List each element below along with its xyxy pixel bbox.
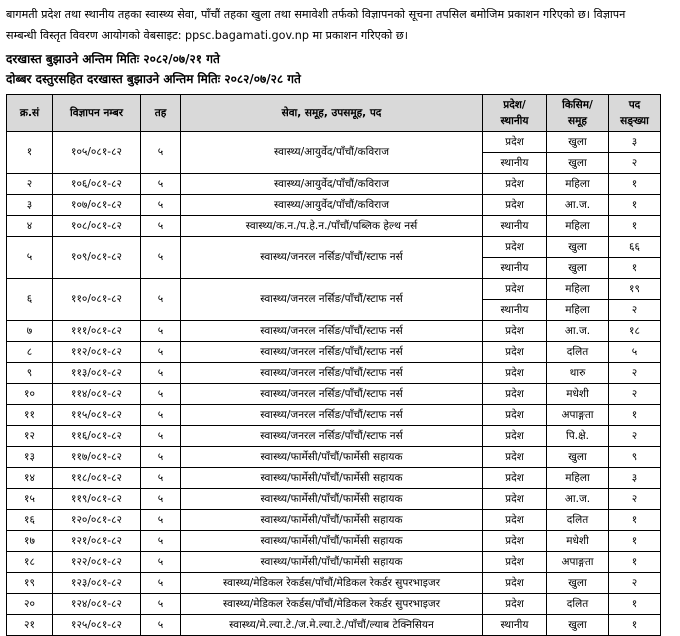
service-group-cell: स्वास्थ्य/मेडिकल रेकर्डस/पाँचौं/मेडिकल रेकर्डर सुपरभाइजर [181,594,483,615]
level-cell: ५ [141,279,181,321]
province-local-cell: प्रदेश [483,468,547,489]
service-group-cell: स्वास्थ्य/जनरल नर्सिङ/पाँचौं/स्टाफ नर्स [181,321,483,342]
service-group-cell: स्वास्थ्य/फार्मेसी/पाँचौं/फार्मेसी सहायक [181,447,483,468]
table-row [7,426,661,447]
province-local-cell: प्रदेश [483,426,547,447]
advertisement-number-cell: १२४/०८१-८२ [53,594,141,615]
service-group-cell: स्वास्थ्य/जनरल नर्सिङ/पाँचौं/स्टाफ नर्स [181,363,483,384]
category-cell: खुला [547,573,609,594]
intro-line-2: सम्बन्धी विस्तृत विवरण आयोगको वेबसाइट: ppsc.bagamati.gov.np मा प्रकाशन गरिएको छ। [6,29,408,42]
serial-number-cell: १९ [7,573,53,594]
category-cell: दलित [547,594,609,615]
advertisement-number-cell: ११७/०८१-८२ [53,447,141,468]
province-local-cell: प्रदेश [483,363,547,384]
header-category-line-1: किसिम/ [562,99,593,111]
advertisement-number-cell: ११०/०८१-८२ [53,279,141,321]
advertisement-number-cell: ११३/०८१-८२ [53,363,141,384]
service-group-cell: स्वास्थ्य/जनरल नर्सिङ/पाँचौं/स्टाफ नर्स [181,342,483,363]
category-cell: महिला [547,300,609,321]
service-group-cell: स्वास्थ्य/फार्मेसी/पाँचौं/फार्मेसी सहायक [181,531,483,552]
post-count-cell: १ [609,258,661,279]
serial-number-cell: ७ [7,321,53,342]
level-cell: ५ [141,447,181,468]
category-cell: दलित [547,342,609,363]
header-level: तह [141,95,181,132]
post-count-cell: १८ [609,321,661,342]
table-row [7,531,661,552]
table-row [7,174,661,195]
service-group-cell: स्वास्थ्य/जनरल नर्सिङ/पाँचौं/स्टाफ नर्स [181,237,483,279]
serial-number-cell: ९ [7,363,53,384]
advertisement-number-cell: १२१/०८१-८२ [53,531,141,552]
post-count-cell: २ [609,384,661,405]
category-cell: मधेशी [547,384,609,405]
advertisement-number-cell: १११/०८१-८२ [53,321,141,342]
serial-number-cell: ११ [7,405,53,426]
post-count-cell: ९ [609,447,661,468]
service-group-cell: स्वास्थ्य/फार्मेसी/पाँचौं/फार्मेसी सहायक [181,510,483,531]
header-category-line-2: समूह [568,115,587,127]
category-cell: महिला [547,216,609,237]
header-province-line-1: प्रदेश/ [503,99,526,111]
table-row [7,216,661,237]
advertisement-number-cell: ११४/०८१-८२ [53,384,141,405]
table-header-row [7,95,661,132]
advertisement-number-cell: १०८/०८१-८२ [53,216,141,237]
province-local-cell: प्रदेश [483,321,547,342]
category-cell: महिला [547,468,609,489]
post-count-cell: १ [609,510,661,531]
level-cell: ५ [141,405,181,426]
table-body [7,132,661,636]
post-count-cell: १ [609,405,661,426]
service-group-cell: स्वास्थ्य/फार्मेसी/पाँचौं/फार्मेसी सहायक [181,552,483,573]
serial-number-cell: २१ [7,615,53,636]
province-local-cell: प्रदेश [483,552,547,573]
serial-number-cell: १७ [7,531,53,552]
advertisement-number-cell: १०९/०८१-८२ [53,237,141,279]
province-local-cell: प्रदेश [483,447,547,468]
service-group-cell: स्वास्थ्य/जनरल नर्सिङ/पाँचौं/स्टाफ नर्स [181,405,483,426]
category-cell: महिला [547,174,609,195]
table-row [7,384,661,405]
service-group-cell: स्वास्थ्य/फार्मेसी/पाँचौं/फार्मेसी सहायक [181,468,483,489]
level-cell: ५ [141,132,181,174]
level-cell: ५ [141,237,181,279]
table-row [7,594,661,615]
category-cell: पि.क्षे. [547,426,609,447]
service-group-cell: स्वास्थ्य/मे.ल्या.टे./ज.मे.ल्या.टे./पाँचौं/ल्याब टेक्निसियन [181,615,483,636]
category-cell: खुला [547,153,609,174]
service-group-cell: स्वास्थ्य/जनरल नर्सिङ/पाँचौं/स्टाफ नर्स [181,426,483,447]
serial-number-cell: १८ [7,552,53,573]
service-group-cell: स्वास्थ्य/क.न./प.हे.न./पाँचौं/पब्लिक हेल्थ नर्स [181,216,483,237]
category-cell: दलित [547,510,609,531]
category-cell: आ.ज. [547,195,609,216]
post-count-cell: १ [609,594,661,615]
post-count-cell: ३ [609,468,661,489]
table-row [7,615,661,636]
post-count-cell: १ [609,531,661,552]
header-advertisement-number: विज्ञापन नम्बर [53,95,141,132]
serial-number-cell: २ [7,174,53,195]
level-cell: ५ [141,195,181,216]
advertisement-number-cell: १०५/०८१-८२ [53,132,141,174]
level-cell: ५ [141,384,181,405]
level-cell: ५ [141,342,181,363]
intro-paragraph [6,4,674,46]
header-service-group: सेवा, समूह, उपसमूह, पद [181,95,483,132]
level-cell: ५ [141,573,181,594]
table-row [7,510,661,531]
table-row [7,447,661,468]
level-cell: ५ [141,531,181,552]
header-serial-number: क्र.सं [7,95,53,132]
category-cell: खुला [547,132,609,153]
category-cell: अपाङ्गता [547,405,609,426]
level-cell: ५ [141,615,181,636]
province-local-cell: प्रदेश [483,384,547,405]
post-count-cell: २ [609,489,661,510]
post-count-cell: ५ [609,342,661,363]
advertisement-number-cell: ११८/०८१-८२ [53,468,141,489]
service-group-cell: स्वास्थ्य/मेडिकल रेकर्डस/पाँचौं/मेडिकल रेकर्डर सुपरभाइजर [181,573,483,594]
serial-number-cell: १४ [7,468,53,489]
category-cell: आ.ज. [547,489,609,510]
province-local-cell: प्रदेश [483,573,547,594]
category-cell: अपाङ्गता [547,552,609,573]
province-local-cell: प्रदेश [483,279,547,300]
category-cell: खुला [547,615,609,636]
header-posts-line-1: पद [628,99,641,111]
province-local-cell: प्रदेश [483,174,547,195]
advertisement-number-cell: ११६/०८१-८२ [53,426,141,447]
serial-number-cell: ४ [7,216,53,237]
post-count-cell: १ [609,552,661,573]
serial-number-cell: १२ [7,426,53,447]
table-row [7,573,661,594]
category-cell: खुला [547,447,609,468]
advertisement-number-cell: ११२/०८१-८२ [53,342,141,363]
post-count-cell: १ [609,195,661,216]
post-count-cell: २ [609,573,661,594]
serial-number-cell: १० [7,384,53,405]
advertisement-number-cell: १२३/०८१-८२ [53,573,141,594]
table-row [7,489,661,510]
category-cell: मधेशी [547,531,609,552]
header-posts-line-2: सङ्ख्या [620,115,649,127]
province-local-cell: स्थानीय [483,300,547,321]
province-local-cell: प्रदेश [483,237,547,258]
header-province-local [483,95,547,132]
intro-line-1: बागमती प्रदेश तथा स्थानीय तहका स्वास्थ्य सेवा, पाँचौं तहका खुला तथा समावेशी तर्फको विज्ञापनको सूचना तपसिल बमोजिम प्रकाशन गरिएको छ। विज्ञापन [6,8,626,21]
post-count-cell: २ [609,426,661,447]
level-cell: ५ [141,363,181,384]
province-local-cell: प्रदेश [483,132,547,153]
level-cell: ५ [141,426,181,447]
province-local-cell: स्थानीय [483,216,547,237]
level-cell: ५ [141,489,181,510]
header-post-count [609,95,661,132]
table-row [7,342,661,363]
level-cell: ५ [141,468,181,489]
province-local-cell: स्थानीय [483,153,547,174]
table-row [7,468,661,489]
serial-number-cell: १६ [7,510,53,531]
service-group-cell: स्वास्थ्य/आयुर्वेद/पाँचौं/कविराज [181,174,483,195]
post-count-cell: १ [609,615,661,636]
post-count-cell: २ [609,363,661,384]
service-group-cell: स्वास्थ्य/फार्मेसी/पाँचौं/फार्मेसी सहायक [181,489,483,510]
service-group-cell: स्वास्थ्य/जनरल नर्सिङ/पाँचौं/स्टाफ नर्स [181,279,483,321]
table-row [7,405,661,426]
post-count-cell: १ [609,216,661,237]
post-count-cell: २ [609,153,661,174]
vacancy-table [6,94,661,636]
serial-number-cell: १ [7,132,53,174]
province-local-cell: प्रदेश [483,594,547,615]
advertisement-number-cell: ११९/०८१-८२ [53,489,141,510]
level-cell: ५ [141,321,181,342]
province-local-cell: प्रदेश [483,195,547,216]
level-cell: ५ [141,510,181,531]
serial-number-cell: ६ [7,279,53,321]
serial-number-cell: ५ [7,237,53,279]
province-local-cell: प्रदेश [483,531,547,552]
table-row [7,552,661,573]
province-local-cell: स्थानीय [483,258,547,279]
level-cell: ५ [141,216,181,237]
table-row [7,237,661,258]
serial-number-cell: १५ [7,489,53,510]
serial-number-cell: २० [7,594,53,615]
post-count-cell: १ [609,174,661,195]
table-row [7,363,661,384]
serial-number-cell: १३ [7,447,53,468]
advertisement-number-cell: १२०/०८१-८२ [53,510,141,531]
table-row [7,195,661,216]
province-local-cell: प्रदेश [483,510,547,531]
service-group-cell: स्वास्थ्य/आयुर्वेद/पाँचौं/कविराज [181,132,483,174]
post-count-cell: २ [609,300,661,321]
double-fee-deadline: दोब्बर दस्तुरसहित दरखास्त बुझाउने अन्तिम मितिः २०८२/०७/२८ गते [6,72,301,86]
province-local-cell: प्रदेश [483,405,547,426]
table-row [7,132,661,153]
serial-number-cell: ३ [7,195,53,216]
category-cell: खुला [547,237,609,258]
advertisement-number-cell: १२२/०८१-८२ [53,552,141,573]
header-province-line-2: स्थानीय [500,115,529,127]
post-count-cell: १९ [609,279,661,300]
advertisement-number-cell: १२५/०८१-८२ [53,615,141,636]
service-group-cell: स्वास्थ्य/जनरल नर्सिङ/पाँचौं/स्टाफ नर्स [181,384,483,405]
table-row [7,321,661,342]
post-count-cell: ६६ [609,237,661,258]
province-local-cell: प्रदेश [483,342,547,363]
province-local-cell: स्थानीय [483,615,547,636]
level-cell: ५ [141,594,181,615]
category-cell: महिला [547,279,609,300]
level-cell: ५ [141,552,181,573]
advertisement-number-cell: १०७/०८१-८२ [53,195,141,216]
post-count-cell: ३ [609,132,661,153]
header-category [547,95,609,132]
application-deadline: दरखास्त बुझाउने अन्तिम मितिः २०८२/०७/२१ गते [6,52,220,66]
advertisement-number-cell: १०६/०८१-८२ [53,174,141,195]
service-group-cell: स्वास्थ्य/आयुर्वेद/पाँचौं/कविराज [181,195,483,216]
category-cell: आ.ज. [547,321,609,342]
level-cell: ५ [141,174,181,195]
category-cell: खुला [547,258,609,279]
province-local-cell: प्रदेश [483,489,547,510]
category-cell: थारु [547,363,609,384]
serial-number-cell: ८ [7,342,53,363]
advertisement-number-cell: ११५/०८१-८२ [53,405,141,426]
table-row [7,279,661,300]
